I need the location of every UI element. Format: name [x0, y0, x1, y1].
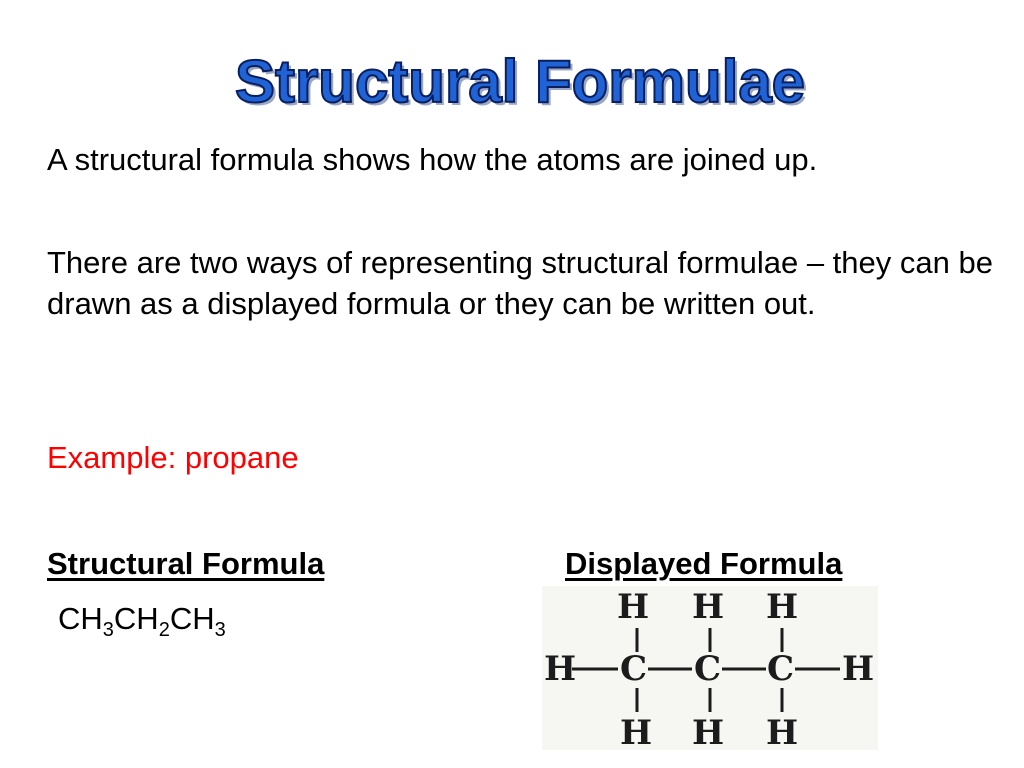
propane-displayed-formula — [542, 586, 878, 750]
structural-formula-text — [58, 598, 226, 639]
formula-group-1: CH — [58, 601, 103, 636]
atom-h-right: H — [842, 649, 875, 689]
atom-c-2: C — [694, 649, 722, 689]
atom-h-top-3: H — [766, 587, 799, 627]
atom-h-bottom-2: H — [692, 713, 725, 750]
representation-text: There are two ways of representing structural formulae – they can be drawn as a displayed formula or they can be written out. — [47, 245, 993, 321]
atom-h-left: H — [544, 649, 577, 689]
example-label: Example: propane — [47, 440, 299, 475]
formula-subscript-1: 3 — [102, 619, 114, 641]
displayed-formula-heading: Displayed Formula — [565, 546, 843, 581]
structural-formula-heading: Structural Formula — [47, 546, 325, 581]
formula-subscript-3: 3 — [214, 619, 226, 641]
atom-h-top-2: H — [692, 587, 725, 627]
formula-group-3: CH — [169, 601, 215, 636]
atom-c-1: C — [620, 649, 648, 689]
atom-h-bottom-3: H — [766, 713, 799, 750]
atom-h-top-1: H — [617, 587, 650, 627]
slide-title: Structural Formulae — [234, 48, 806, 115]
formula-group-2: CH — [113, 601, 159, 636]
definition-text: A structural formula shows how the atoms are joined up. — [47, 142, 818, 177]
formula-subscript-2: 2 — [158, 619, 170, 641]
atom-c-3: C — [767, 649, 795, 689]
atom-h-bottom-1: H — [620, 713, 653, 750]
